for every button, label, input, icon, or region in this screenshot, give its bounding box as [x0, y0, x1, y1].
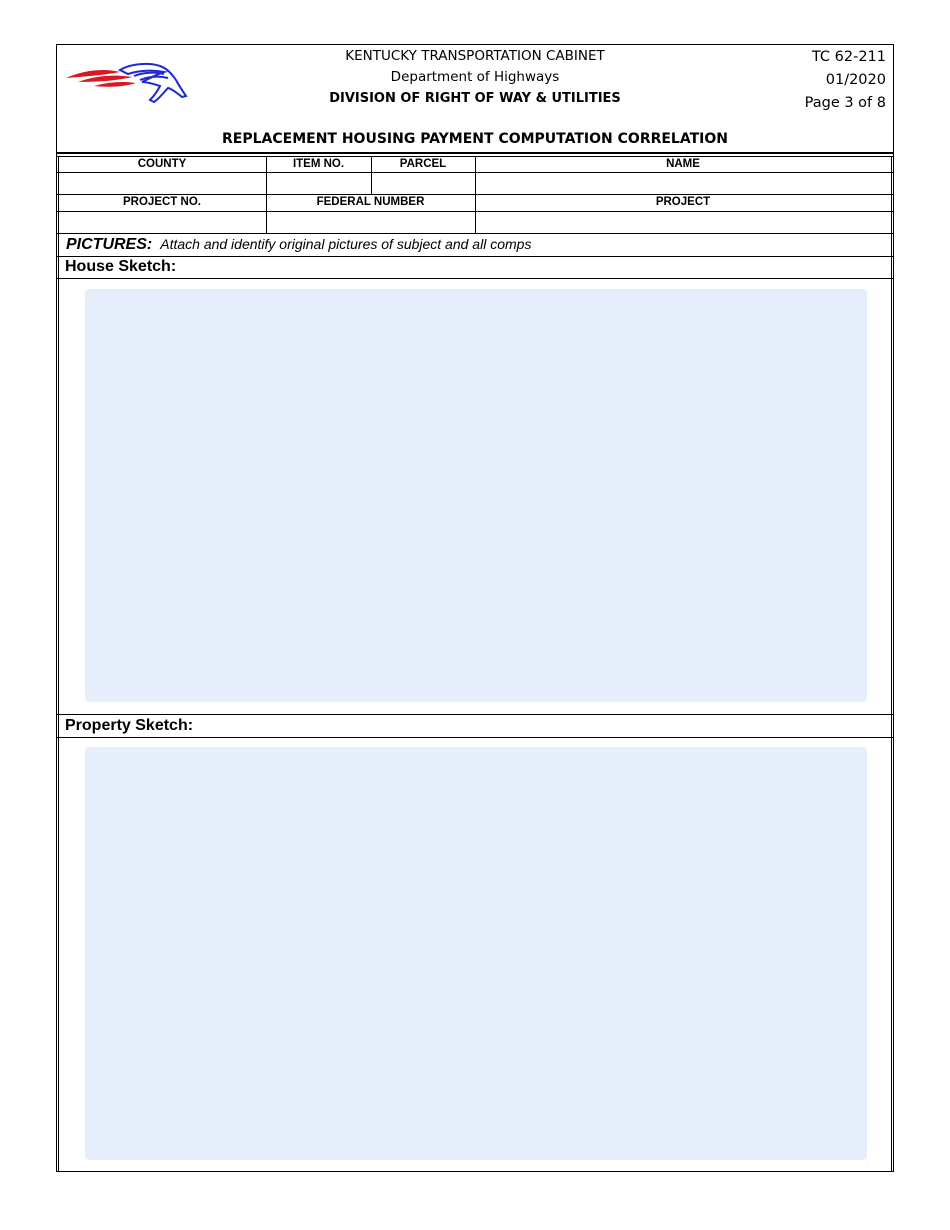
agency-name: KENTUCKY TRANSPORTATION CABINET: [345, 48, 605, 64]
department-name: Department of Highways: [390, 69, 560, 85]
house-sketch-field[interactable]: [85, 289, 867, 702]
grid-line: [56, 256, 894, 257]
parcel-label: PARCEL: [399, 158, 447, 170]
pictures-label: PICTURES:: [66, 236, 153, 253]
federal-number-label: FEDERAL NUMBER: [316, 196, 425, 208]
grid-line: [56, 278, 894, 279]
pictures-instruction: [66, 236, 531, 254]
pictures-text: Attach and identify original pictures of subject and all comps: [160, 236, 532, 252]
page-number: Page 3 of 8: [804, 95, 886, 111]
form-date: 01/2020: [825, 72, 886, 88]
item-no-label: ITEM NO.: [292, 158, 345, 170]
project-no-label: PROJECT NO.: [123, 196, 201, 208]
division-name: DIVISION OF RIGHT OF WAY & UTILITIES: [329, 91, 621, 106]
grid-line: [58, 156, 59, 1171]
grid-line: [56, 737, 894, 738]
form-number: TC 62-211: [811, 49, 886, 65]
form-title: REPLACEMENT HOUSING PAYMENT COMPUTATION CORRELATION: [222, 131, 728, 147]
grid-line: [891, 156, 892, 1171]
house-sketch-label: House Sketch:: [65, 258, 177, 275]
property-sketch-field[interactable]: [85, 747, 867, 1160]
grid-line: [56, 152, 894, 154]
county-label: COUNTY: [137, 158, 187, 170]
form-id-block: [805, 46, 886, 115]
project-label: PROJECT: [655, 196, 711, 208]
grid-line: [56, 714, 894, 715]
grid-line: [56, 233, 894, 234]
property-sketch-label: Property Sketch:: [65, 717, 194, 734]
name-label: NAME: [666, 158, 700, 170]
